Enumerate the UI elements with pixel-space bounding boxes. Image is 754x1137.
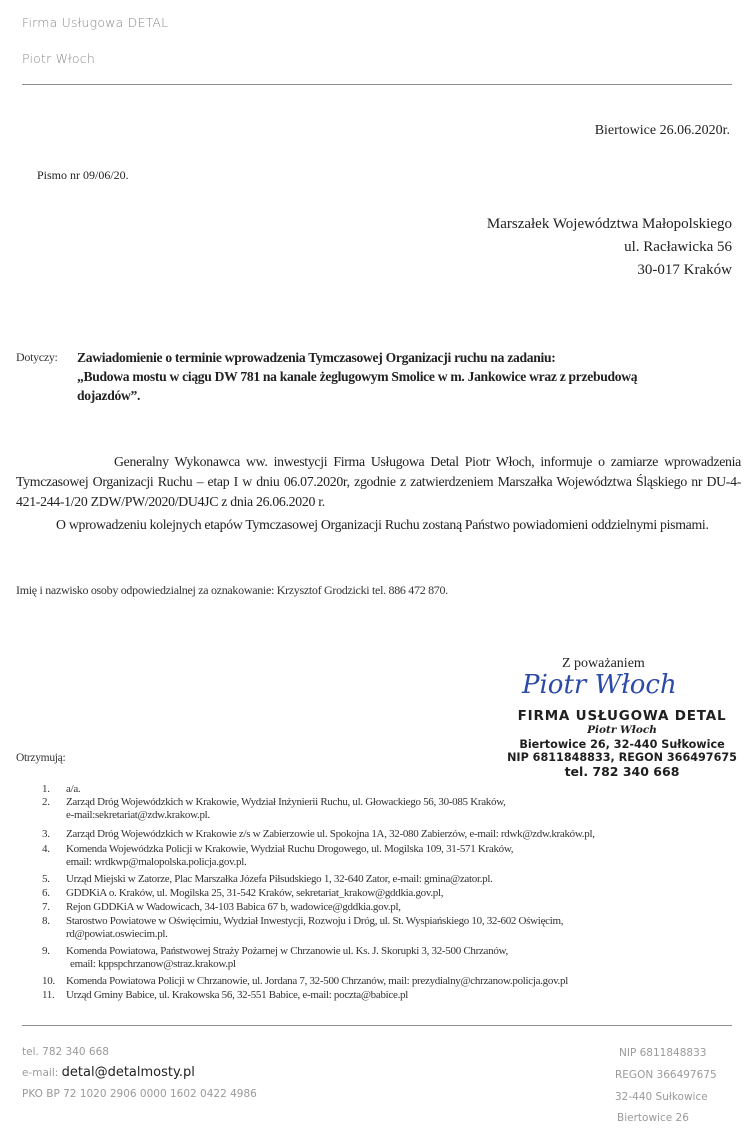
body-paragraph-1: Generalny Wykonawca ww. inwestycji Firma Usługowa Detal Piotr Włoch, informuje o zamiarze wprowadzenia Tymczasowej Organizacji Ruchu – etap I w dniu 06.07.2020r, zgodnie z zatwierdzeniem Marszałka Województwa Śląskiego nr DU-4-421-244-1/20 ZDW/PW/2020/DU4JC z dnia 26.06.2020 r. (16, 454, 741, 509)
footer-email-row (22, 1065, 195, 1080)
recipients-list: 1. a/a. 2. Zarząd Dróg Wojewódzkich w Krakowie, Wydział Inżynierii Ruchu, ul. Głowackiego 56, 30-085 Kraków, e-mail:sekretariat@zdw.krakow.pl. 3. Zarząd Dróg Wojewódzkich w Krakowie z/s w Zabierzowie ul. Spokojna 1A, 32-080 Zabierzów, e-mail: rdwk@zdw.kraków.pl, 4. Komenda Wojewódzka Policji w Krakowie, Wydział Ruchu Drogowego, ul. Mogilska 109, 31-571 Kraków, email: wrdkwp@malopolska.policja.gov.pl. 5. Urząd Miejski w Zatorze, Plac Marszałka Józefa Piłsudskiego 1, 32-640 Zator, e-mail: gmina@zator.pl. 6. GDDKiA o. Kraków, ul. Mogilska 25, 31-542 Kraków, sekretariat_krakow@gddkia.gov.pl, 7. Rejon GDDKiA w Wadowicach, 34-103 Babica 67 b, wadowice@gddkia.gov.pl, 8. Starostwo Powiatowe w Oświęcimiu, Wydział Inwestycji, Rozwoju i Dróg, ul. St. Wyspiańskiego 10, 32-602 Oświęcim, rd@powiat.oswiecim.pl. 9. Komenda Powiatowa, Państwowej Straży Pożarnej w Chrzanowie ul. Ks. J. Skorupki 3, 32-500 Chrzanów, email: kppspchrzanow@straz.krakow.pl 10. Komenda Powiatowa Policji w Chrzanowie, ul. Jordana 7, 32-500 Chrzanów, mail: prezydialny@chrzanow.policja.gov.pl 11. Urząd Gminy Babice, ul. Krakowska 56, 32-551 Babice, e-mail: poczta@babice.pl (0, 0, 754, 1137)
addressee-line1: Marszałek Województwa Małopolskiego (486, 216, 732, 232)
stamp-phone: tel. 782 340 668 (564, 764, 680, 779)
footer-bank-account: PKO BP 72 1020 2906 0000 1602 0422 4986 (22, 1088, 257, 1100)
letter-reference: Pismo nr 09/06/20. (37, 168, 129, 182)
recipients-label: Otrzymują: (16, 752, 66, 764)
footer-regon: REGON 366497675 (615, 1069, 717, 1081)
letterhead-company: Firma Usługowa DETAL (22, 15, 169, 30)
addressee-line3: 30-017 Kraków (637, 262, 732, 278)
closing-greeting: Z poważaniem (562, 656, 645, 671)
footer-nip: NIP 6811848833 (619, 1047, 707, 1059)
footer-email-link[interactable]: detal@detalmosty.pl (61, 1065, 195, 1080)
subject-line2: „Budowa mostu w ciągu DW 781 na kanale żeglugowym Smolice w m. Jankowice wraz z przebudową (77, 369, 638, 384)
place-date: Biertowice 26.06.2020r. (594, 123, 730, 138)
stamp-company: FIRMA USŁUGOWA DETAL (517, 708, 727, 724)
recipient-item: 9. Komenda Powiatowa, Państwowej Straży Pożarnej w Chrzanowie ul. Ks. J. Skorupki 3, 32-500 Chrzanów, email: kppspchrzanow@straz.krakow.pl (42, 945, 508, 970)
subject-line1: Zawiadomienie o terminie wprowadzenia Tymczasowej Organizacji ruchu na zadaniu: (77, 350, 556, 365)
footer-divider (22, 1025, 732, 1026)
stamp-address: Biertowice 26, 32-440 Sułkowice (519, 738, 725, 751)
footer-phone: tel. 782 340 668 (22, 1046, 109, 1058)
footer-postal: 32-440 Sułkowice (615, 1091, 708, 1103)
footer-email-label: e-mail: (22, 1067, 59, 1079)
subject-line3: dojazdów”. (77, 388, 141, 403)
responsible-person: Imię i nazwisko osoby odpowiedzialnej za oznakowanie: Krzysztof Grodzicki tel. 886 472 870. (16, 583, 448, 597)
subject-label: Dotyczy: (16, 350, 58, 364)
stamp-ids: NIP 6811848833, REGON 366497675 (507, 751, 737, 764)
recipient-item: 2. Zarząd Dróg Wojewódzkich w Krakowie, Wydział Inżynierii Ruchu, ul. Głowackiego 56, 30-085 Kraków, e-mail:sekretariat@zdw.krakow.pl. (42, 796, 506, 821)
addressee-line2: ul. Racławicka 56 (624, 239, 732, 255)
stamp-name: Piotr Włoch (587, 724, 657, 736)
recipient-item: 4. Komenda Wojewódzka Policji w Krakowie, Wydział Ruchu Drogowego, ul. Mogilska 109, 31-571 Kraków, email: wrdkwp@malopolska.policja.gov.pl. (42, 843, 514, 868)
handwritten-signature: Piotr Włoch (522, 670, 677, 700)
body-paragraph-2: O wprowadzeniu kolejnych etapów Tymczasowej Organizacji Ruchu zostaną Państwo powiadomieni oddzielnymi pismami. (56, 517, 709, 532)
letterhead-owner: Piotr Włoch (22, 51, 95, 66)
recipient-item: 8. Starostwo Powiatowe w Oświęcimiu, Wydział Inwestycji, Rozwoju i Dróg, ul. St. Wyspiańskiego 10, 32-602 Oświęcim, rd@powiat.oswiecim.pl. (42, 915, 564, 940)
footer-street: Biertowice 26 (617, 1112, 689, 1124)
